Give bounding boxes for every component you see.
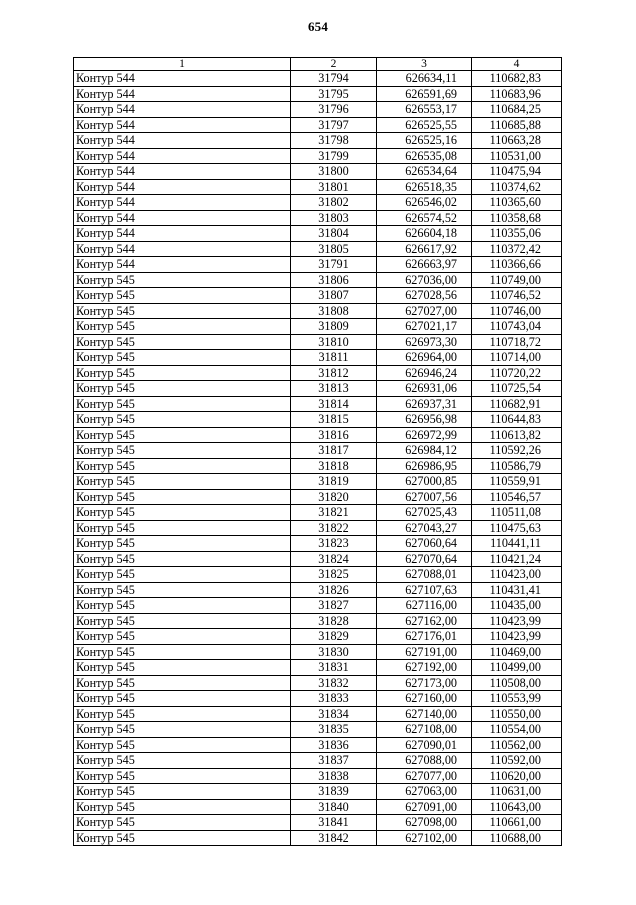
table-row	[74, 737, 562, 753]
y-coordinate-cell: 110475,94	[472, 164, 562, 180]
x-coordinate-cell: 626964,00	[377, 350, 472, 366]
point-number-cell: 31806	[291, 272, 377, 288]
y-coordinate-cell: 110683,96	[472, 86, 562, 102]
x-coordinate-cell: 626937,31	[377, 396, 472, 412]
point-number-cell: 31803	[291, 210, 377, 226]
table-row	[74, 412, 562, 428]
point-number-cell: 31794	[291, 71, 377, 87]
table-row	[74, 691, 562, 707]
contour-name-cell: Контур 545	[74, 706, 291, 722]
table-row	[74, 582, 562, 598]
x-coordinate-cell: 626518,35	[377, 179, 472, 195]
x-coordinate-cell: 627007,56	[377, 489, 472, 505]
contour-name-cell: Контур 544	[74, 102, 291, 118]
contour-name-cell: Контур 545	[74, 660, 291, 676]
x-coordinate-cell: 626604,18	[377, 226, 472, 242]
y-coordinate-cell: 110562,00	[472, 737, 562, 753]
table-row	[74, 164, 562, 180]
y-coordinate-cell: 110441,11	[472, 536, 562, 552]
x-coordinate-cell: 627160,00	[377, 691, 472, 707]
contour-name-cell: Контур 544	[74, 210, 291, 226]
contour-name-cell: Контур 545	[74, 830, 291, 846]
x-coordinate-cell: 627028,56	[377, 288, 472, 304]
x-coordinate-cell: 626634,11	[377, 71, 472, 87]
y-coordinate-cell: 110592,26	[472, 443, 562, 459]
table-row	[74, 272, 562, 288]
table-row	[74, 226, 562, 242]
contour-name-cell: Контур 545	[74, 722, 291, 738]
table-header	[74, 58, 562, 71]
contour-name-cell: Контур 545	[74, 350, 291, 366]
table-row	[74, 722, 562, 738]
y-coordinate-cell: 110592,00	[472, 753, 562, 769]
point-number-cell: 31838	[291, 768, 377, 784]
table-row	[74, 396, 562, 412]
y-coordinate-cell: 110508,00	[472, 675, 562, 691]
point-number-cell: 31822	[291, 520, 377, 536]
table-row	[74, 489, 562, 505]
table-row	[74, 675, 562, 691]
y-coordinate-cell: 110469,00	[472, 644, 562, 660]
contour-name-cell: Контур 544	[74, 133, 291, 149]
table-row	[74, 210, 562, 226]
table-row	[74, 148, 562, 164]
y-coordinate-cell: 110554,00	[472, 722, 562, 738]
contour-name-cell: Контур 545	[74, 474, 291, 490]
point-number-cell: 31830	[291, 644, 377, 660]
y-coordinate-cell: 110475,63	[472, 520, 562, 536]
y-coordinate-cell: 110511,08	[472, 505, 562, 521]
y-coordinate-cell: 110746,00	[472, 303, 562, 319]
contour-name-cell: Контур 545	[74, 784, 291, 800]
table-row	[74, 753, 562, 769]
point-number-cell: 31815	[291, 412, 377, 428]
coordinates-table	[73, 57, 562, 846]
contour-name-cell: Контур 545	[74, 691, 291, 707]
contour-name-cell: Контур 544	[74, 226, 291, 242]
contour-name-cell: Контур 545	[74, 303, 291, 319]
table-row	[74, 458, 562, 474]
contour-name-cell: Контур 544	[74, 86, 291, 102]
x-coordinate-cell: 627021,17	[377, 319, 472, 335]
y-coordinate-cell: 110743,04	[472, 319, 562, 335]
contour-name-cell: Контур 545	[74, 489, 291, 505]
point-number-cell: 31825	[291, 567, 377, 583]
table-row	[74, 350, 562, 366]
table-row	[74, 334, 562, 350]
point-number-cell: 31839	[291, 784, 377, 800]
table-row	[74, 520, 562, 536]
table-row	[74, 768, 562, 784]
x-coordinate-cell: 627027,00	[377, 303, 472, 319]
point-number-cell: 31831	[291, 660, 377, 676]
table-row	[74, 505, 562, 521]
column-header-4: 4	[472, 58, 562, 71]
table-body	[74, 71, 562, 846]
x-coordinate-cell: 627107,63	[377, 582, 472, 598]
contour-name-cell: Контур 545	[74, 675, 291, 691]
contour-name-cell: Контур 545	[74, 629, 291, 645]
y-coordinate-cell: 110423,00	[472, 567, 562, 583]
page-number: 654	[307, 19, 329, 34]
x-coordinate-cell: 626534,64	[377, 164, 472, 180]
x-coordinate-cell: 626972,99	[377, 427, 472, 443]
y-coordinate-cell: 110531,00	[472, 148, 562, 164]
y-coordinate-cell: 110499,00	[472, 660, 562, 676]
x-coordinate-cell: 626663,97	[377, 257, 472, 273]
table-row	[74, 179, 562, 195]
table-row	[74, 365, 562, 381]
point-number-cell: 31834	[291, 706, 377, 722]
contour-name-cell: Контур 544	[74, 117, 291, 133]
point-number-cell: 31805	[291, 241, 377, 257]
x-coordinate-cell: 627098,00	[377, 815, 472, 831]
table-row	[74, 474, 562, 490]
point-number-cell: 31816	[291, 427, 377, 443]
contour-name-cell: Контур 545	[74, 427, 291, 443]
x-coordinate-cell: 627091,00	[377, 799, 472, 815]
point-number-cell: 31817	[291, 443, 377, 459]
x-coordinate-cell: 627070,64	[377, 551, 472, 567]
x-coordinate-cell: 627116,00	[377, 598, 472, 614]
contour-name-cell: Контур 545	[74, 458, 291, 474]
contour-name-cell: Контур 544	[74, 148, 291, 164]
header-row	[74, 58, 562, 71]
x-coordinate-cell: 627077,00	[377, 768, 472, 784]
contour-name-cell: Контур 545	[74, 536, 291, 552]
contour-name-cell: Контур 545	[74, 520, 291, 536]
y-coordinate-cell: 110684,25	[472, 102, 562, 118]
x-coordinate-cell: 626984,12	[377, 443, 472, 459]
table-row	[74, 133, 562, 149]
column-header-3: 3	[377, 58, 472, 71]
y-coordinate-cell: 110746,52	[472, 288, 562, 304]
x-coordinate-cell: 627025,43	[377, 505, 472, 521]
contour-name-cell: Контур 544	[74, 257, 291, 273]
y-coordinate-cell: 110720,22	[472, 365, 562, 381]
point-number-cell: 31808	[291, 303, 377, 319]
y-coordinate-cell: 110546,57	[472, 489, 562, 505]
y-coordinate-cell: 110559,91	[472, 474, 562, 490]
y-coordinate-cell: 110586,79	[472, 458, 562, 474]
contour-name-cell: Контур 545	[74, 737, 291, 753]
y-coordinate-cell: 110553,99	[472, 691, 562, 707]
x-coordinate-cell: 626525,16	[377, 133, 472, 149]
point-number-cell: 31835	[291, 722, 377, 738]
x-coordinate-cell: 627192,00	[377, 660, 472, 676]
y-coordinate-cell: 110358,68	[472, 210, 562, 226]
y-coordinate-cell: 110749,00	[472, 272, 562, 288]
contour-name-cell: Контур 544	[74, 241, 291, 257]
y-coordinate-cell: 110644,83	[472, 412, 562, 428]
contour-name-cell: Контур 545	[74, 381, 291, 397]
point-number-cell: 31809	[291, 319, 377, 335]
table-row	[74, 598, 562, 614]
point-number-cell: 31840	[291, 799, 377, 815]
point-number-cell: 31826	[291, 582, 377, 598]
contour-name-cell: Контур 545	[74, 272, 291, 288]
point-number-cell: 31796	[291, 102, 377, 118]
x-coordinate-cell: 627000,85	[377, 474, 472, 490]
point-number-cell: 31801	[291, 179, 377, 195]
point-number-cell: 31824	[291, 551, 377, 567]
x-coordinate-cell: 627036,00	[377, 272, 472, 288]
x-coordinate-cell: 627176,01	[377, 629, 472, 645]
point-number-cell: 31836	[291, 737, 377, 753]
contour-name-cell: Контур 545	[74, 412, 291, 428]
point-number-cell: 31800	[291, 164, 377, 180]
contour-name-cell: Контур 544	[74, 71, 291, 87]
point-number-cell: 31798	[291, 133, 377, 149]
y-coordinate-cell: 110718,72	[472, 334, 562, 350]
y-coordinate-cell: 110374,62	[472, 179, 562, 195]
x-coordinate-cell: 627088,01	[377, 567, 472, 583]
y-coordinate-cell: 110550,00	[472, 706, 562, 722]
point-number-cell: 31829	[291, 629, 377, 645]
point-number-cell: 31827	[291, 598, 377, 614]
point-number-cell: 31832	[291, 675, 377, 691]
point-number-cell: 31814	[291, 396, 377, 412]
contour-name-cell: Контур 545	[74, 365, 291, 381]
contour-name-cell: Контур 545	[74, 551, 291, 567]
x-coordinate-cell: 626973,30	[377, 334, 472, 350]
y-coordinate-cell: 110431,41	[472, 582, 562, 598]
y-coordinate-cell: 110663,28	[472, 133, 562, 149]
table-row	[74, 257, 562, 273]
point-number-cell: 31799	[291, 148, 377, 164]
contour-name-cell: Контур 545	[74, 815, 291, 831]
point-number-cell: 31811	[291, 350, 377, 366]
y-coordinate-cell: 110423,99	[472, 629, 562, 645]
x-coordinate-cell: 627090,01	[377, 737, 472, 753]
x-coordinate-cell: 626546,02	[377, 195, 472, 211]
table-row	[74, 629, 562, 645]
contour-name-cell: Контур 545	[74, 753, 291, 769]
x-coordinate-cell: 626986,95	[377, 458, 472, 474]
point-number-cell: 31804	[291, 226, 377, 242]
y-coordinate-cell: 110355,06	[472, 226, 562, 242]
contour-name-cell: Контур 545	[74, 644, 291, 660]
y-coordinate-cell: 110688,00	[472, 830, 562, 846]
table-row	[74, 815, 562, 831]
x-coordinate-cell: 627088,00	[377, 753, 472, 769]
y-coordinate-cell: 110685,88	[472, 117, 562, 133]
contour-name-cell: Контур 545	[74, 768, 291, 784]
table-row	[74, 799, 562, 815]
point-number-cell: 31813	[291, 381, 377, 397]
x-coordinate-cell: 626591,69	[377, 86, 472, 102]
table-row	[74, 706, 562, 722]
table-row	[74, 613, 562, 629]
table-row	[74, 567, 562, 583]
x-coordinate-cell: 627191,00	[377, 644, 472, 660]
table-row	[74, 536, 562, 552]
y-coordinate-cell: 110643,00	[472, 799, 562, 815]
table-row	[74, 319, 562, 335]
table-row	[74, 784, 562, 800]
point-number-cell: 31819	[291, 474, 377, 490]
point-number-cell: 31797	[291, 117, 377, 133]
table-row	[74, 427, 562, 443]
y-coordinate-cell: 110661,00	[472, 815, 562, 831]
table-row	[74, 117, 562, 133]
y-coordinate-cell: 110620,00	[472, 768, 562, 784]
y-coordinate-cell: 110714,00	[472, 350, 562, 366]
table-row	[74, 288, 562, 304]
x-coordinate-cell: 627060,64	[377, 536, 472, 552]
table-row	[74, 71, 562, 87]
point-number-cell: 31820	[291, 489, 377, 505]
contour-name-cell: Контур 545	[74, 288, 291, 304]
x-coordinate-cell: 626617,92	[377, 241, 472, 257]
point-number-cell: 31791	[291, 257, 377, 273]
x-coordinate-cell: 627102,00	[377, 830, 472, 846]
contour-name-cell: Контур 545	[74, 396, 291, 412]
contour-name-cell: Контур 545	[74, 334, 291, 350]
x-coordinate-cell: 626574,52	[377, 210, 472, 226]
point-number-cell: 31833	[291, 691, 377, 707]
contour-name-cell: Контур 544	[74, 164, 291, 180]
point-number-cell: 31795	[291, 86, 377, 102]
point-number-cell: 31823	[291, 536, 377, 552]
y-coordinate-cell: 110682,91	[472, 396, 562, 412]
y-coordinate-cell: 110366,66	[472, 257, 562, 273]
contour-name-cell: Контур 545	[74, 505, 291, 521]
y-coordinate-cell: 110435,00	[472, 598, 562, 614]
column-header-2: 2	[291, 58, 377, 71]
contour-name-cell: Контур 545	[74, 799, 291, 815]
contour-name-cell: Контур 545	[74, 443, 291, 459]
x-coordinate-cell: 627108,00	[377, 722, 472, 738]
point-number-cell: 31807	[291, 288, 377, 304]
point-number-cell: 31841	[291, 815, 377, 831]
y-coordinate-cell: 110613,82	[472, 427, 562, 443]
x-coordinate-cell: 627173,00	[377, 675, 472, 691]
x-coordinate-cell: 626931,06	[377, 381, 472, 397]
y-coordinate-cell: 110372,42	[472, 241, 562, 257]
column-header-1: 1	[74, 58, 291, 71]
y-coordinate-cell: 110365,60	[472, 195, 562, 211]
table-row	[74, 381, 562, 397]
x-coordinate-cell: 626553,17	[377, 102, 472, 118]
table-row	[74, 241, 562, 257]
table-row	[74, 102, 562, 118]
table-row	[74, 443, 562, 459]
y-coordinate-cell: 110682,83	[472, 71, 562, 87]
table-row	[74, 303, 562, 319]
contour-name-cell: Контур 545	[74, 567, 291, 583]
table-row	[74, 644, 562, 660]
point-number-cell: 31812	[291, 365, 377, 381]
x-coordinate-cell: 626956,98	[377, 412, 472, 428]
table-row	[74, 830, 562, 846]
contour-name-cell: Контур 544	[74, 195, 291, 211]
point-number-cell: 31802	[291, 195, 377, 211]
table-row	[74, 195, 562, 211]
point-number-cell: 31842	[291, 830, 377, 846]
x-coordinate-cell: 626525,55	[377, 117, 472, 133]
y-coordinate-cell: 110421,24	[472, 551, 562, 567]
table-row	[74, 660, 562, 676]
contour-name-cell: Контур 545	[74, 582, 291, 598]
contour-name-cell: Контур 545	[74, 598, 291, 614]
x-coordinate-cell: 627063,00	[377, 784, 472, 800]
contour-name-cell: Контур 545	[74, 319, 291, 335]
contour-name-cell: Контур 545	[74, 613, 291, 629]
contour-name-cell: Контур 544	[74, 179, 291, 195]
point-number-cell: 31818	[291, 458, 377, 474]
point-number-cell: 31837	[291, 753, 377, 769]
table-row	[74, 86, 562, 102]
y-coordinate-cell: 110423,99	[472, 613, 562, 629]
y-coordinate-cell: 110631,00	[472, 784, 562, 800]
x-coordinate-cell: 627043,27	[377, 520, 472, 536]
point-number-cell: 31828	[291, 613, 377, 629]
table-row	[74, 551, 562, 567]
y-coordinate-cell: 110725,54	[472, 381, 562, 397]
point-number-cell: 31810	[291, 334, 377, 350]
x-coordinate-cell: 627140,00	[377, 706, 472, 722]
x-coordinate-cell: 626946,24	[377, 365, 472, 381]
x-coordinate-cell: 627162,00	[377, 613, 472, 629]
point-number-cell: 31821	[291, 505, 377, 521]
x-coordinate-cell: 626535,08	[377, 148, 472, 164]
